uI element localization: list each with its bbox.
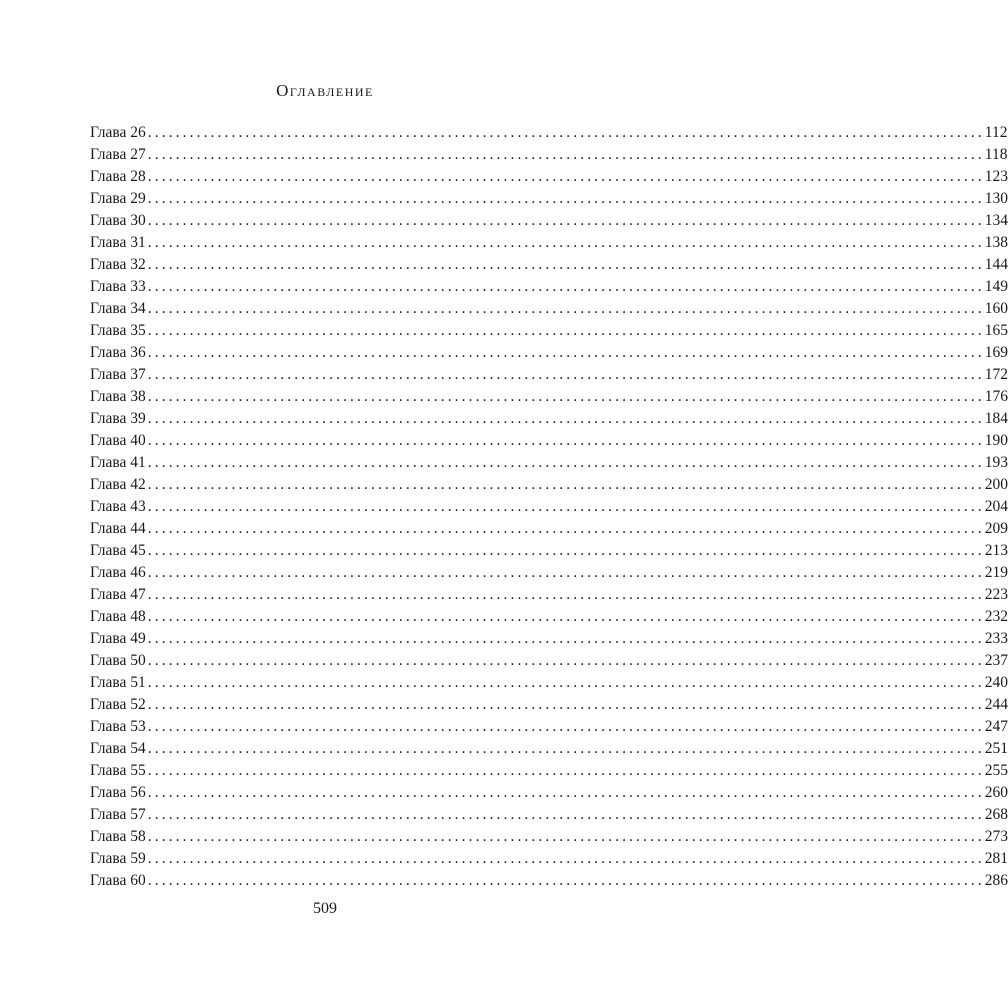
toc-entry[interactable] [90,144,1008,166]
toc-entry-label: Глава 37 [90,366,146,383]
toc-entry-page: 255 [984,762,1008,779]
toc-entry[interactable] [90,298,1008,320]
toc-entry[interactable] [90,606,1008,628]
toc-entry-page: 138 [984,234,1008,251]
toc-entry-label: Глава 39 [90,410,146,427]
toc-entry-page: 273 [984,828,1008,845]
toc-entry-label: Глава 55 [90,762,146,779]
toc-entry[interactable] [90,870,1008,892]
toc-entry-page: 213 [984,542,1008,559]
page-title: Оглавление [276,81,374,100]
toc-entry[interactable] [90,188,1008,210]
toc-entry[interactable] [90,474,1008,496]
page-number: 509 [313,900,337,917]
toc-dot-leader: ........................................................................................................................ [147,256,985,273]
toc-entry-page: 130 [984,190,1008,207]
toc-entry-page: 134 [984,212,1008,229]
toc-entry-label: Глава 41 [90,454,146,471]
toc-entry-label: Глава 51 [90,674,146,691]
toc-entry-page: 260 [984,784,1008,801]
toc-entry[interactable] [90,804,1008,826]
toc-entry-label: Глава 53 [90,718,146,735]
toc-entry[interactable] [90,232,1008,254]
toc-entry-label: Глава 56 [90,784,146,801]
toc-entry[interactable] [90,672,1008,694]
toc-dot-leader: ........................................................................................................................ [147,146,985,163]
toc-dot-leader: ........................................................................................................................ [147,322,985,339]
toc-entry-page: 237 [984,652,1008,669]
toc-dot-leader: ........................................................................................................................ [147,762,985,779]
toc-entry-page: 200 [984,476,1008,493]
toc-entry-label: Глава 40 [90,432,146,449]
toc-entry-label: Глава 59 [90,850,146,867]
toc-entry[interactable] [90,716,1008,738]
toc-entry[interactable] [90,320,1008,342]
toc-entry-page: 184 [984,410,1008,427]
toc-entry-page: 193 [984,454,1008,471]
toc-entry-label: Глава 38 [90,388,146,405]
toc-entry[interactable] [90,694,1008,716]
toc-entry-page: 268 [984,806,1008,823]
toc-entry-label: Глава 54 [90,740,146,757]
toc-dot-leader: ........................................................................................................................ [147,168,985,185]
toc-dot-leader: ........................................................................................................................ [147,872,985,889]
toc-entry[interactable] [90,364,1008,386]
toc-entry[interactable] [90,540,1008,562]
toc-dot-leader: ........................................................................................................................ [147,608,985,625]
toc-dot-leader: ........................................................................................................................ [147,212,985,229]
toc-entry-page: 160 [984,300,1008,317]
toc-entry-label: Глава 35 [90,322,146,339]
toc-entry-label: Глава 49 [90,630,146,647]
toc-entry-page: 281 [984,850,1008,867]
toc-entry[interactable] [90,342,1008,364]
toc-entry-page: 244 [984,696,1008,713]
toc-entry[interactable] [90,760,1008,782]
toc-entry-label: Глава 36 [90,344,146,361]
toc-entry-label: Глава 27 [90,146,146,163]
toc-entry-label: Глава 52 [90,696,146,713]
toc-dot-leader: ........................................................................................................................ [147,630,985,647]
toc-entry-page: 204 [984,498,1008,515]
toc-entry[interactable] [90,584,1008,606]
toc-dot-leader: ........................................................................................................................ [147,366,985,383]
table-of-contents [90,122,1008,892]
toc-entry[interactable] [90,254,1008,276]
toc-entry-page: 149 [984,278,1008,295]
toc-dot-leader: ........................................................................................................................ [147,454,985,471]
toc-dot-leader: ........................................................................................................................ [147,190,985,207]
toc-entry-page: 190 [984,432,1008,449]
toc-dot-leader: ........................................................................................................................ [147,740,985,757]
toc-entry-label: Глава 48 [90,608,146,625]
toc-entry-label: Глава 57 [90,806,146,823]
toc-dot-leader: ........................................................................................................................ [147,300,985,317]
toc-entry-label: Глава 42 [90,476,146,493]
toc-entry[interactable] [90,628,1008,650]
toc-entry[interactable] [90,496,1008,518]
toc-dot-leader: ........................................................................................................................ [147,718,985,735]
toc-entry-label: Глава 26 [90,124,146,141]
toc-entry-page: 169 [984,344,1008,361]
toc-entry[interactable] [90,562,1008,584]
toc-entry[interactable] [90,650,1008,672]
toc-entry[interactable] [90,276,1008,298]
toc-dot-leader: ........................................................................................................................ [147,806,985,823]
toc-dot-leader: ........................................................................................................................ [147,564,985,581]
toc-dot-leader: ........................................................................................................................ [147,828,985,845]
toc-entry-label: Глава 46 [90,564,146,581]
toc-dot-leader: ........................................................................................................................ [147,520,985,537]
toc-entry[interactable] [90,518,1008,540]
toc-entry-label: Глава 44 [90,520,146,537]
toc-entry[interactable] [90,848,1008,870]
toc-entry[interactable] [90,166,1008,188]
toc-entry-label: Глава 43 [90,498,146,515]
toc-entry-label: Глава 47 [90,586,146,603]
toc-dot-leader: ........................................................................................................................ [147,410,985,427]
toc-dot-leader: ........................................................................................................................ [147,652,985,669]
toc-entry-page: 165 [984,322,1008,339]
toc-entry-label: Глава 60 [90,872,146,889]
toc-entry[interactable] [90,782,1008,804]
toc-dot-leader: ........................................................................................................................ [147,124,985,141]
toc-dot-leader: ........................................................................................................................ [147,498,985,515]
toc-entry-page: 233 [984,630,1008,647]
toc-entry-page: 144 [984,256,1008,273]
toc-entry[interactable] [90,408,1008,430]
toc-dot-leader: ........................................................................................................................ [147,850,985,867]
toc-entry-page: 176 [984,388,1008,405]
toc-entry-page: 232 [984,608,1008,625]
toc-entry-label: Глава 29 [90,190,146,207]
toc-dot-leader: ........................................................................................................................ [147,784,985,801]
toc-entry-label: Глава 34 [90,300,146,317]
toc-entry-page: 118 [984,146,1008,163]
toc-entry-label: Глава 31 [90,234,146,251]
toc-entry-page: 223 [984,586,1008,603]
toc-entry[interactable] [90,738,1008,760]
toc-entry-page: 172 [984,366,1008,383]
toc-entry[interactable] [90,826,1008,848]
toc-entry[interactable] [90,430,1008,452]
toc-entry-page: 112 [984,124,1008,141]
toc-entry-label: Глава 33 [90,278,146,295]
toc-entry[interactable] [90,386,1008,408]
toc-entry-label: Глава 50 [90,652,146,669]
toc-dot-leader: ........................................................................................................................ [147,476,985,493]
toc-entry-label: Глава 30 [90,212,146,229]
toc-dot-leader: ........................................................................................................................ [147,234,985,251]
toc-entry-page: 219 [984,564,1008,581]
toc-entry-page: 240 [984,674,1008,691]
toc-entry[interactable] [90,210,1008,232]
toc-entry-page: 247 [984,718,1008,735]
toc-dot-leader: ........................................................................................................................ [147,344,985,361]
toc-entry[interactable] [90,122,1008,144]
toc-dot-leader: ........................................................................................................................ [147,674,985,691]
toc-entry-page: 286 [984,872,1008,889]
toc-entry-page: 123 [984,168,1008,185]
toc-entry-label: Глава 58 [90,828,146,845]
toc-entry-page: 209 [984,520,1008,537]
toc-dot-leader: ........................................................................................................................ [147,388,985,405]
toc-dot-leader: ........................................................................................................................ [147,696,985,713]
toc-dot-leader: ........................................................................................................................ [147,586,985,603]
toc-entry-label: Глава 28 [90,168,146,185]
toc-entry[interactable] [90,452,1008,474]
toc-dot-leader: ........................................................................................................................ [147,278,985,295]
toc-entry-label: Глава 45 [90,542,146,559]
toc-entry-label: Глава 32 [90,256,146,273]
toc-dot-leader: ........................................................................................................................ [147,542,985,559]
toc-entry-page: 251 [984,740,1008,757]
toc-dot-leader: ........................................................................................................................ [147,432,985,449]
